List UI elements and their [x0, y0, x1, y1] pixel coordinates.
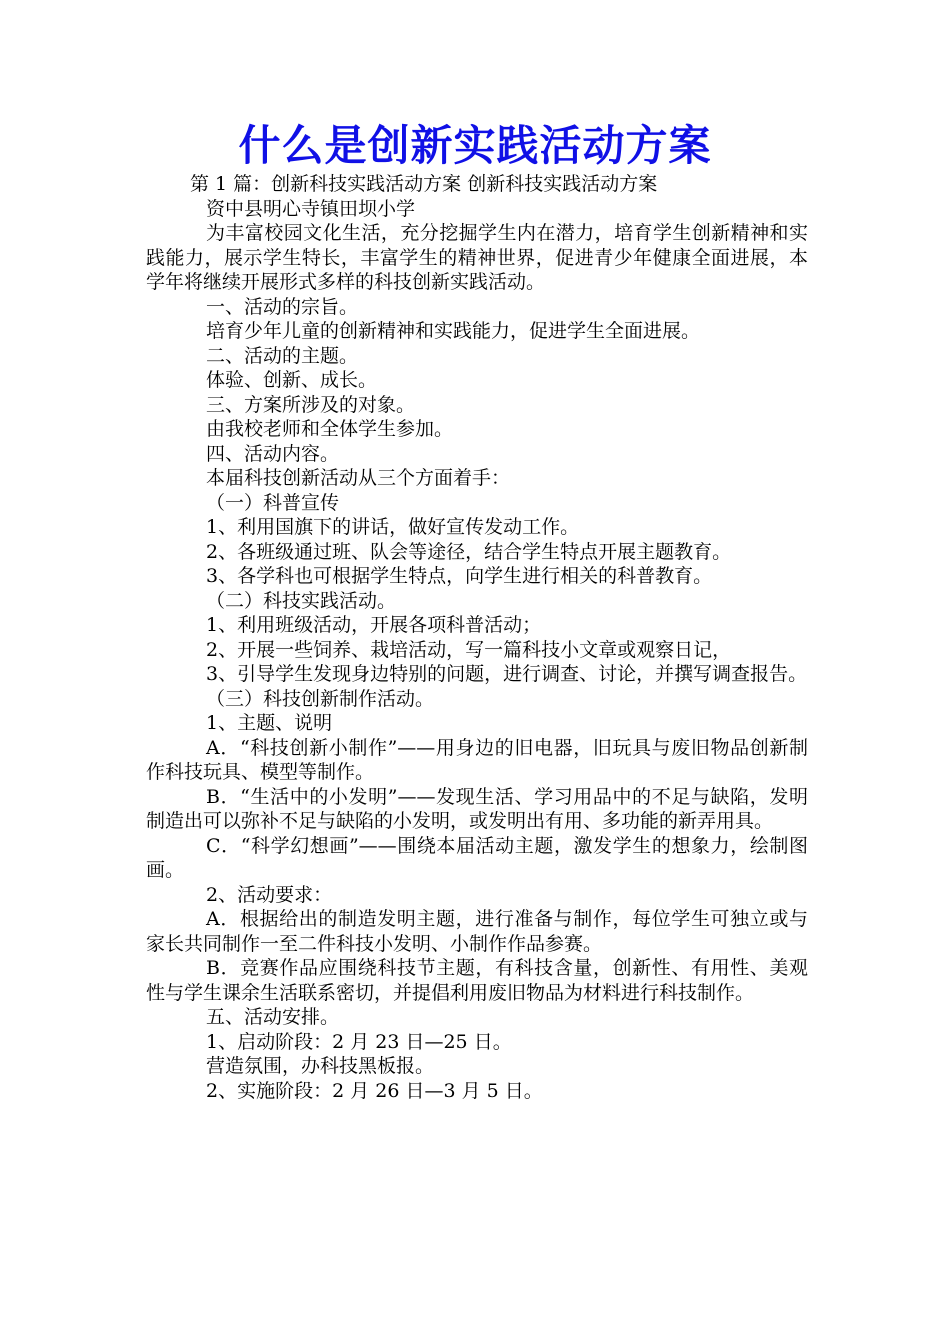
paragraph-audience: 由我校老师和全体学生参加。: [206, 418, 454, 440]
article-heading: 第 1 篇：创新科技实践活动方案 创新科技实践活动方案: [190, 173, 658, 195]
list-item: 1、利用国旗下的讲话，做好宣传发动工作。: [206, 516, 580, 538]
document-title: 什么是创新实践活动方案: [238, 121, 712, 170]
section-heading-content: 四、活动内容。: [206, 442, 340, 465]
subsection-heading-publicity: （一）科普宣传: [206, 491, 340, 514]
subsection-heading-practice: （二）科技实践活动。: [206, 589, 397, 612]
document-body: [146, 172, 808, 1103]
list-item: A．根据给出的制造发明主题，进行准备与制作，每位学生可独立或与家长共同制作一至二件科技小发明、小制作作品参赛。: [146, 908, 808, 955]
list-item: 营造氛围，办科技黑板报。: [206, 1055, 435, 1077]
list-item: 1、启动阶段：2 月 23 日—25 日。: [206, 1030, 512, 1053]
section-heading-schedule: 五、活动安排。: [206, 1006, 340, 1028]
list-item: 3、各学科也可根据学生特点，向学生进行相关的科普教育。: [206, 565, 713, 587]
paragraph-theme: 体验、创新、成长。: [206, 369, 378, 391]
list-item: B．竞赛作品应围绕科技节主题，有科技含量，创新性、有用性、美观性与学生课余生活联系密切，并提倡利用废旧物品为材料进行科技制作。: [146, 957, 808, 1004]
list-item: 2、活动要求：: [206, 883, 333, 906]
list-item: 2、各班级通过班、队会等途径，结合学生特点开展主题教育。: [206, 540, 732, 563]
paragraph-content: 本届科技创新活动从三个方面着手：: [206, 467, 511, 489]
list-item: 3、引导学生发现身边特别的问题，进行调查、讨论，并撰写调查报告。: [206, 663, 808, 685]
school-name: 资中县明心寺镇田坝小学: [206, 197, 416, 220]
list-item: 2、开展一些饲养、栽培活动，写一篇科技小文章或观察日记，: [206, 638, 732, 661]
section-heading-theme: 二、活动的主题。: [206, 344, 359, 367]
paragraph-intro: 为丰富校园文化生活，充分挖掘学生内在潜力，培育学生创新精神和实践能力，展示学生特长，丰富学生的精神世界，促进青少年健康全面进展，本学年将继续开展形式多样的科技创新实践活动。: [146, 222, 808, 293]
list-item: 1、利用班级活动，开展各项科普活动；: [206, 614, 542, 636]
subsection-heading-making: （三）科技创新制作活动。: [206, 687, 435, 710]
paragraph-purpose: 培育少年儿童的创新精神和实践能力，促进学生全面进展。: [206, 320, 701, 342]
list-item: A．“科技创新小制作”——用身边的旧电器，旧玩具与废旧物品创新制作科技玩具、模型等制作。: [146, 736, 808, 783]
section-heading-audience: 三、方案所涉及的对象。: [206, 393, 416, 416]
list-item: C．“科学幻想画”——围绕本届活动主题，激发学生的想象力，绘制图画。: [146, 834, 808, 881]
list-item: 1、主题、说明: [206, 712, 333, 734]
list-item: 2、实施阶段：2 月 26 日—3 月 5 日。: [206, 1079, 543, 1102]
list-item: B．“生活中的小发明”——发现生活、学习用品中的不足与缺陷，发明制造出可以弥补不足与缺陷的小发明，或发明出有用、多功能的新弄用具。: [146, 785, 808, 832]
section-heading-purpose: 一、活动的宗旨。: [206, 295, 359, 318]
